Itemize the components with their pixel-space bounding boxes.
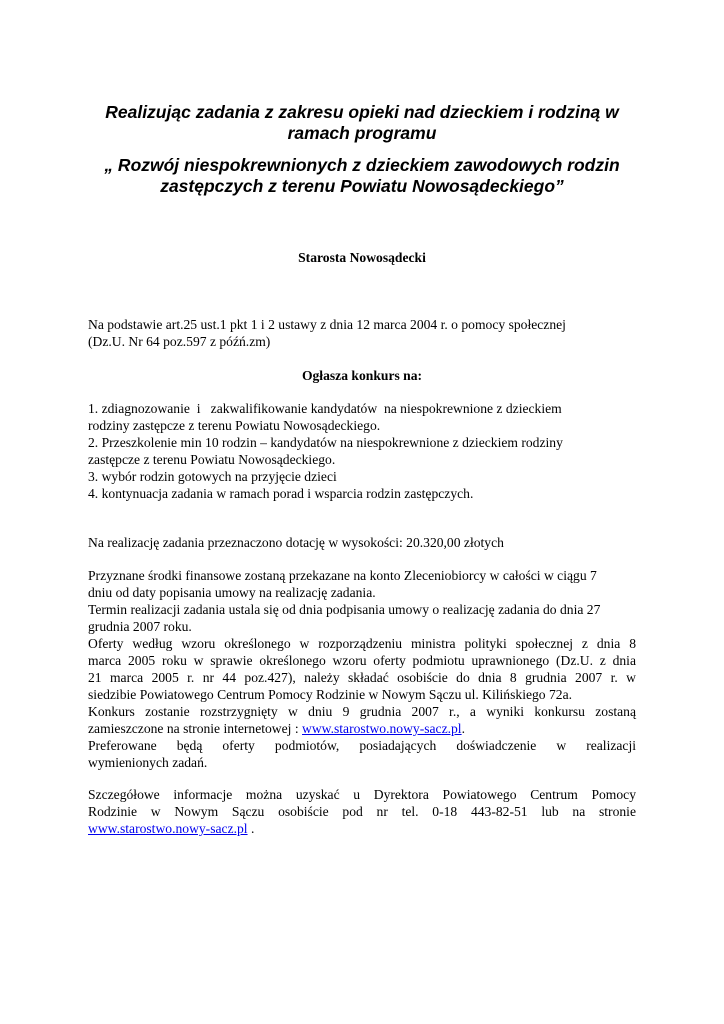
- document-title: [80, 102, 644, 144]
- title-line-1: Realizując zadania z zakresu opieki nad dzieckiem i rodziną w: [105, 102, 619, 122]
- resolution-suffix: .: [461, 721, 465, 736]
- offers-line-4: siedzibie Powiatowego Centrum Pomocy Rodzinie w Nowym Sączu ul. Kilińskiego 72a.: [88, 687, 573, 702]
- term-line-1: Termin realizacji zadania ustala się od dnia podpisania umowy o realizację zadania do dnia 27: [88, 602, 601, 617]
- starostwo-website-link[interactable]: www.starostwo.nowy-sacz.pl: [302, 721, 462, 736]
- list-item: rodziny zastępcze z terenu Powiatu Nowosądeckiego.: [88, 418, 381, 433]
- contact-line-1: Szczegółowe informacje można uzyskać u Dyrektora Powiatowego Centrum Pomocy: [88, 787, 636, 802]
- offers-line-3: 21 marca 2005 r. nr 44 poz.427), należy składać osobiście do dnia 8 grudnia 2007 r. w: [88, 670, 636, 685]
- list-item: 4. kontynuacja zadania w ramach porad i wsparcia rodzin zastępczych.: [88, 486, 474, 501]
- contest-details: [88, 567, 636, 771]
- program-line-1: „ Rozwój niespokrewnionych z dzieckiem zawodowych rodzin: [104, 155, 620, 175]
- offers-line-1: Oferty według wzoru określonego w rozporządzeniu ministra polityki społecznej z dnia 8: [88, 636, 636, 651]
- contact-line-2: Rodzinie w Nowym Sączu osobiście pod nr tel. 0-18 443-82-51 lub na stronie: [88, 804, 636, 819]
- legal-basis-line-1: Na podstawie art.25 ust.1 pkt 1 i 2 ustawy z dnia 12 marca 2004 r. o pomocy społecznej: [88, 317, 566, 332]
- list-item: zastępcze z terenu Powiatu Nowosądeckiego.: [88, 452, 336, 467]
- list-item: 1. zdiagnozowanie i zakwalifikowanie kandydatów na niespokrewnione z dzieckiem: [88, 401, 562, 416]
- program-line-2: zastępczych z terenu Powiatu Nowosądeckiego”: [160, 176, 564, 196]
- list-item: 2. Przeszkolenie min 10 rodzin – kandydatów na niespokrewnione z dzieckiem rodziny: [88, 435, 563, 450]
- term-line-2: grudnia 2007 roku.: [88, 619, 192, 634]
- signatory: Starosta Nowosądecki: [298, 250, 426, 265]
- legal-basis: [88, 316, 636, 350]
- title-line-2: ramach programu: [287, 123, 437, 143]
- legal-basis-line-2: (Dz.U. Nr 64 poz.597 z późń.zm): [88, 334, 271, 349]
- offers-line-2: marca 2005 roku w sprawie określonego wzoru oferty podmiotu uprawnionego (Dz.U. z dnia: [88, 653, 636, 668]
- preferred-line-2: wymienionych zadań.: [88, 755, 208, 770]
- contact-suffix: .: [247, 821, 255, 836]
- transfer-line-2: dniu od daty popisania umowy na realizację zadania.: [88, 585, 376, 600]
- contest-items-list: [88, 400, 636, 502]
- transfer-line-1: Przyznane środki finansowe zostaną przekazane na konto Zleceniobiorcy w całości w ciągu 7: [88, 568, 597, 583]
- resolution-line-2: [88, 720, 636, 737]
- announcement-heading: Ogłasza konkurs na:: [301, 368, 423, 383]
- preferred-line-1: Preferowane będą oferty podmiotów, posiadających doświadczenie w realizacji: [88, 738, 636, 753]
- program-name: [80, 155, 644, 197]
- funding-statement: Na realizację zadania przeznaczono dotację w wysokości: 20.320,00 złotych: [88, 535, 504, 550]
- resolution-prefix: zamieszczone na stronie internetowej :: [88, 721, 303, 736]
- list-item: 3. wybór rodzin gotowych na przyjęcie dzieci: [88, 469, 337, 484]
- contact-line-3: [88, 820, 636, 837]
- contact-website-link[interactable]: www.starostwo.nowy-sacz.pl: [88, 821, 248, 836]
- resolution-line-1: Konkurs zostanie rozstrzygnięty w dniu 9 grudnia 2007 r., a wyniki konkursu zostaną: [88, 704, 636, 719]
- contact-info: [88, 786, 636, 837]
